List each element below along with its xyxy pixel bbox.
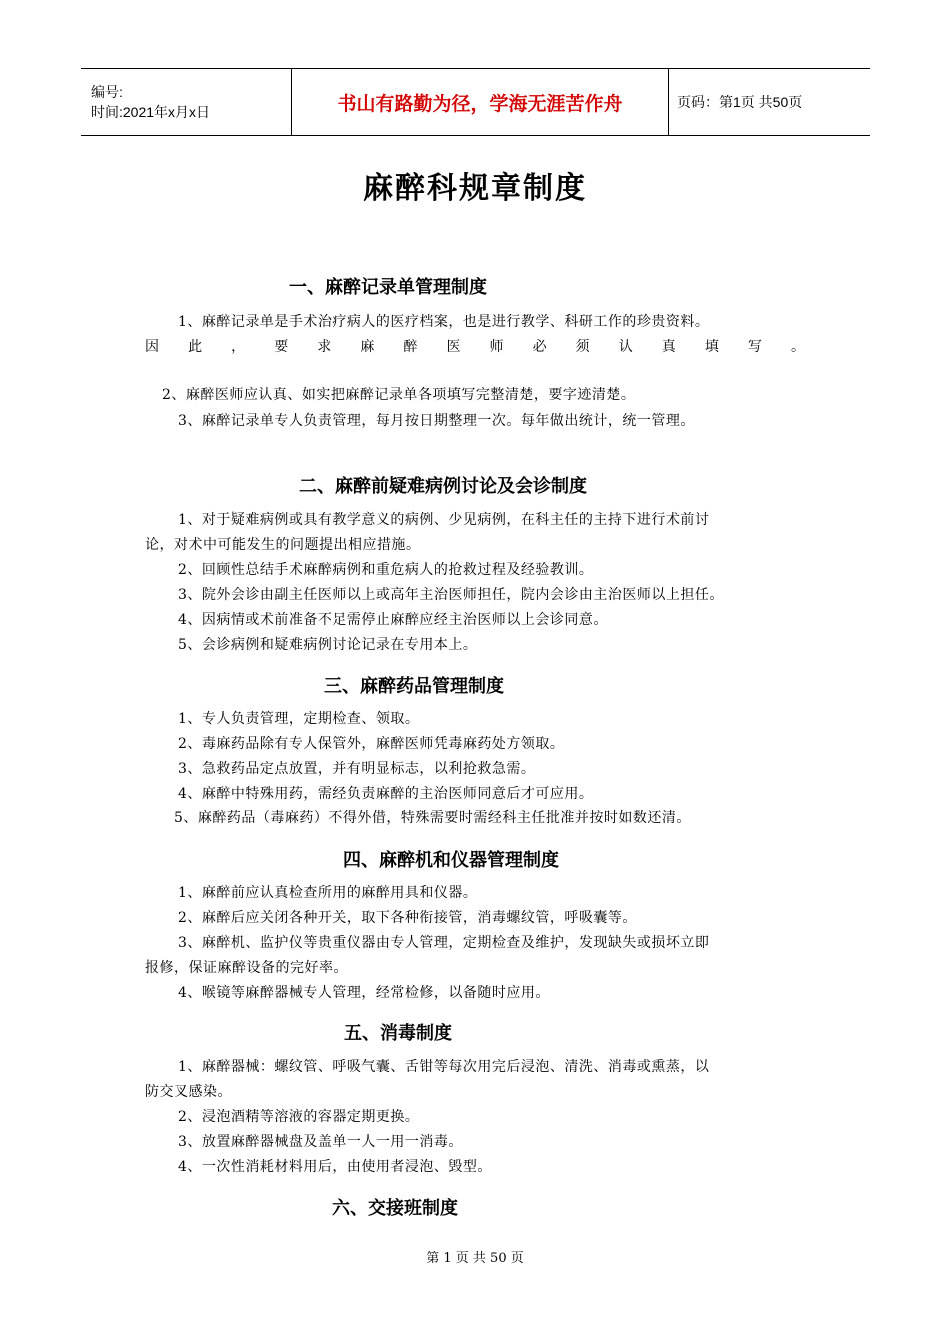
section-1-item-1-cont [145,336,805,356]
justified-char: 求 [317,339,332,355]
justified-char: 因 [145,339,159,355]
justified-char: 要 [274,339,289,355]
section-2-item-4: 4、因病情或术前准备不足需停止麻醉应经主治医师以上会诊同意。 [178,612,608,628]
section-2-item-1: 1、对于疑难病例或具有教学意义的病例、少见病例，在科主任的主持下进行术前讨 [178,512,710,528]
section-4-item-1: 1、麻醉前应认真检查所用的麻醉用具和仪器。 [178,885,478,901]
justified-char: 填 [704,339,719,355]
header-page-info: 页码：第1页 共50页 [677,94,803,110]
justified-char: 真 [661,339,676,355]
justified-char: 写 [747,339,762,355]
section-3-item-1: 1、专人负责管理，定期检查、领取。 [178,711,420,727]
section-2-item-3: 3、院外会诊由副主任医师以上或高年主治医师担任，院内会诊由主治医师以上担任。 [178,587,724,603]
justified-char: 医 [446,339,461,355]
section-1-item-3: 3、麻醉记录单专人负责管理，每月按日期整理一次。每年做出统计，统一管理。 [178,413,695,429]
section-3-item-4: 4、麻醉中特殊用药，需经负责麻醉的主治医师同意后才可应用。 [178,786,594,802]
justified-char: 。 [790,339,805,355]
section-3-item-2: 2、毒麻药品除有专人保管外，麻醉医师凭毒麻药处方领取。 [178,736,565,752]
document-header [81,68,870,136]
document-title: 麻醉科规章制度 [363,171,587,206]
number-label: 编号: [91,84,123,100]
justified-char: 必 [532,339,547,355]
section-1-item-1: 1、麻醉记录单是手术治疗病人的医疗档案，也是进行教学、科研工作的珍贵资料。 [178,314,710,330]
section-4-item-3-cont: 报修，保证麻醉设备的完好率。 [145,960,348,976]
section-3-item-3: 3、急救药品定点放置，并有明显标志，以利抢救急需。 [178,761,536,777]
time-label: 时间:2021年x月x日 [91,104,211,120]
section-2-item-5: 5、会诊病例和疑难病例讨论记录在专用本上。 [178,637,478,653]
section-5-item-4: 4、一次性消耗材料用后，由使用者浸泡、毁型。 [178,1159,492,1175]
section-1-item-2: 2、麻醉医师应认真、如实把麻醉记录单各项填写完整清楚，要字迹清楚。 [162,387,636,403]
header-meta [81,69,292,136]
section-5-item-2: 2、浸泡酒精等溶液的容器定期更换。 [178,1109,420,1125]
section-4-item-2: 2、麻醉后应关闭各种开关，取下各种衔接管，消毒螺纹管，呼吸囊等。 [178,910,637,926]
page-footer: 第 1 页 共 50 页 [426,1251,524,1266]
justified-char: 醉 [403,339,418,355]
section-5-item-1: 1、麻醉器械：螺纹管、呼吸气囊、舌钳等每次用完后浸泡、清洗、消毒或熏蒸，以 [178,1059,710,1075]
justified-char: 师 [489,339,504,355]
header-motto: 书山有路勤为径，学海无涯苦作舟 [292,69,669,136]
section-heading-6: 六、交接班制度 [332,1198,458,1219]
justified-char: 认 [618,339,633,355]
justified-char: ， [231,339,246,355]
section-heading-3: 三、麻醉药品管理制度 [324,676,504,697]
section-5-item-3: 3、放置麻醉器械盘及盖单一人一用一消毒。 [178,1134,463,1150]
section-4-item-3: 3、麻醉机、监护仪等贵重仪器由专人管理，定期检查及维护，发现缺失或损坏立即 [178,935,710,951]
section-heading-2: 二、麻醉前疑难病例讨论及会诊制度 [299,476,587,497]
section-heading-5: 五、消毒制度 [344,1023,452,1044]
justified-char: 须 [575,339,590,355]
section-3-item-5: 5、麻醉药品（毒麻药）不得外借，特殊需要时需经科主任批准并按时如数还清。 [174,810,691,826]
justified-char: 此 [188,339,203,355]
section-2-item-2: 2、回顾性总结手术麻醉病例和重危病人的抢救过程及经验教训。 [178,562,594,578]
section-heading-4: 四、麻醉机和仪器管理制度 [343,850,559,871]
section-heading-1: 一、麻醉记录单管理制度 [289,277,487,298]
section-2-item-1-cont: 论，对术中可能发生的问题提出相应措施。 [145,537,421,553]
section-5-item-1-cont: 防交叉感染。 [145,1084,232,1100]
section-4-item-4: 4、喉镜等麻醉器械专人管理，经常检修，以备随时应用。 [178,985,550,1001]
justified-char: 麻 [360,339,375,355]
